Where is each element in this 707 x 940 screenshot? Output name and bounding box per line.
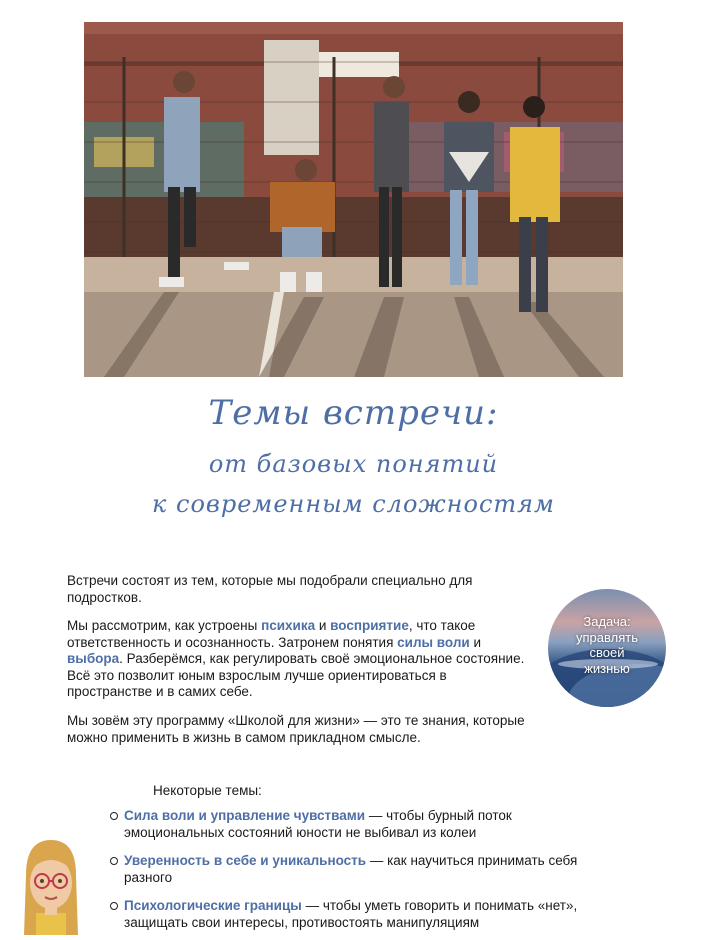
text-span: . Разберёмся, как регулировать своё эмоциональное состояние. Всё это позволит юным взрослым лучше ориентироваться в пространстве и в самих себе. [67, 651, 525, 699]
text-span: , что такое ответственность и осознанность. Затронем понятия [67, 618, 476, 650]
intro-paragraph-1-text: Встречи состоят из тем, которые мы подобрали специально для подростков. [67, 573, 473, 605]
intro-paragraph-2 [67, 618, 527, 701]
text-span: и [469, 634, 482, 650]
topic-description: — как научиться принимать себя разного [124, 853, 578, 885]
hero-photo [84, 22, 623, 377]
topic-description: — чтобы уметь говорить и понимать «нет», защищать свои интересы, противостоять манипуляциям [124, 898, 578, 930]
highlight-choice: выбора [67, 651, 120, 666]
topics-heading: Некоторые темы: [153, 783, 262, 798]
goal-circle [548, 589, 666, 707]
intro-paragraph-3-text: Мы зовём эту программу «Школой для жизни» — это те знания, которые можно применить в жизнь в самом прикладном смысле. [67, 713, 525, 745]
highlight-psyche: психика [261, 618, 316, 633]
goal-line: Задача: [583, 614, 631, 629]
bullet-icon [110, 812, 118, 820]
goal-circle-text [548, 614, 666, 676]
goal-line: управлять [576, 629, 638, 645]
goal-line: жизнью [584, 660, 630, 676]
title-line-2: от базовых понятий [208, 450, 499, 478]
topic-title: Психологические границы [124, 898, 302, 913]
intro-paragraph-2-text [67, 618, 527, 701]
list-item [110, 898, 610, 931]
text-span: и [315, 618, 331, 633]
bullet-icon [110, 857, 118, 865]
title-line-1: Темы встречи: [208, 393, 499, 433]
intro-paragraph-3 [67, 713, 527, 746]
girl-avatar-icon [18, 835, 84, 935]
goal-line: своей [589, 645, 625, 660]
highlight-perception: восприятие [330, 618, 409, 633]
intro-paragraph-1 [67, 573, 527, 606]
topic-title: Сила воли и управление чувствами [124, 808, 366, 823]
topic-title: Уверенность в себе и уникальность [124, 853, 367, 868]
teenagers-photo [84, 22, 623, 377]
list-item [110, 853, 610, 886]
highlight-willpower: силы воли [397, 634, 470, 650]
list-item [110, 808, 610, 841]
bullet-icon [110, 902, 118, 910]
text-span: Мы рассмотрим, как устроены [67, 618, 262, 633]
title-line-3: к современным сложностям [152, 490, 555, 518]
topic-description: — чтобы бурный поток эмоциональных состояний юности не выбивал из колеи [124, 808, 512, 840]
